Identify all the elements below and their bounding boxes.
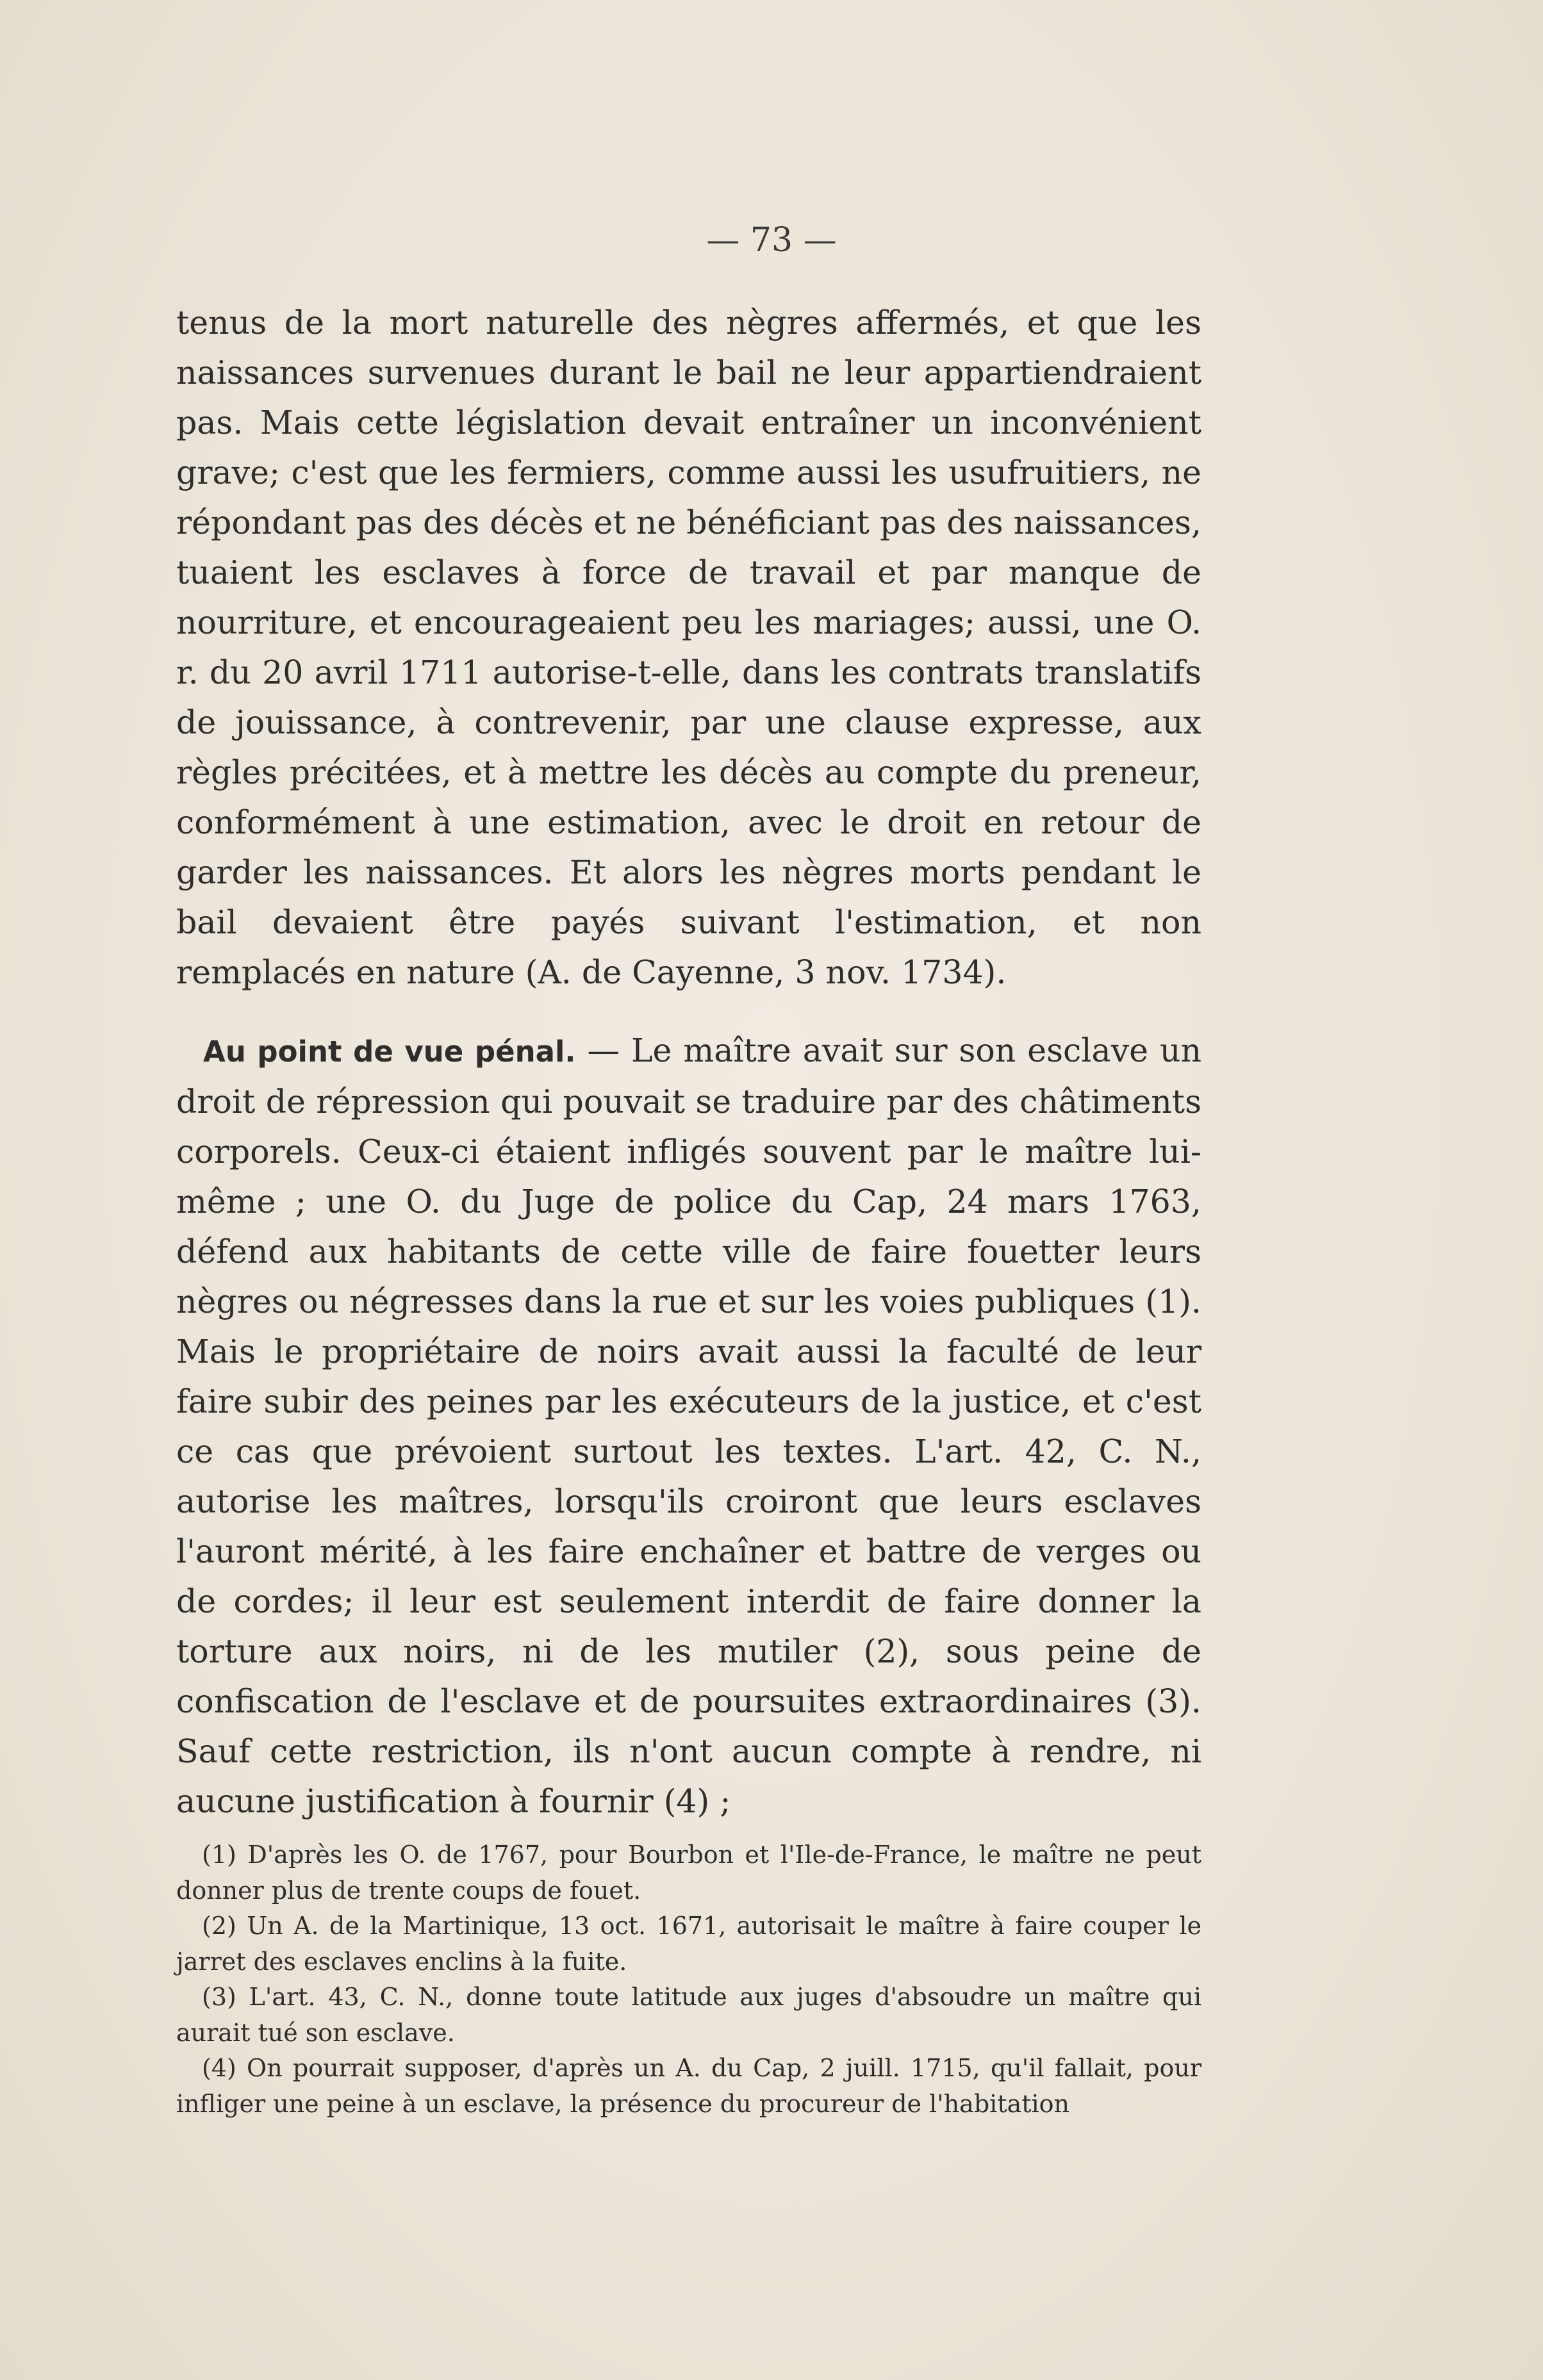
- section-lead: Au point de vue pénal.: [203, 1035, 576, 1069]
- footnote: (3) L'art. 43, C. N., donne toute latitude aux juges d'absoudre un maître qui aurait tué son esclave.: [176, 1983, 1201, 2047]
- footnote: (2) Un A. de la Martinique, 13 oct. 1671, autorisait le maître à faire couper le jarret des esclaves enclins à la fuite.: [176, 1912, 1201, 1976]
- footnote: (1) D'après les O. de 1767, pour Bourbon et l'Ile-de-France, le maître ne peut donner plus de trente coups de fouet.: [176, 1841, 1201, 1905]
- paragraph-text: — Le maître avait sur son esclave un droit de répression qui pouvait se traduire par des châtiments corporels. Ceux-ci étaient infligés souvent par le maître lui-même ; une O. du Juge de police du Cap, 24 mars 1763, défend aux habitants de cette ville de faire fouetter leurs nègres ou négresses dans la rue et sur les voies publiques (1). Mais le propriétaire de noirs avait aussi la faculté de leur faire subir des peines par les exécuteurs de la justice, et c'est ce cas que prévoient surtout les textes. L'art. 42, C. N., autorise les maîtres, lorsqu'ils croiront que leurs esclaves l'auront mérité, à les faire enchaîner et battre de verges ou de cordes; il leur est seulement interdit de faire donner la torture aux noirs, ni de les mutiler (2), sous peine de confiscation de l'esclave et de poursuites extraordinaires (3). Sauf cette restriction, ils n'ont aucun compte à rendre, ni aucune justification à fournir (4) ;: [176, 1031, 1201, 1820]
- page-number: — 73 —: [706, 221, 837, 259]
- footnotes: [176, 1837, 1201, 2122]
- footnote: (4) On pourrait supposer, d'après un A. du Cap, 2 juill. 1715, qu'il fallait, pour infliger une peine à un esclave, la présence du procureur de l'habitation: [176, 2054, 1201, 2118]
- paragraph: [176, 1026, 1201, 1826]
- paragraph: tenus de la mort naturelle des nègres affermés, et que les naissances survenues durant le bail ne leur appartiendraient pas. Mais cette législation devait entraîner un inconvénient grave; c'est que les fermiers, comme aussi les usufruitiers, ne répondant pas des décès et ne bénéficiant pas des naissances, tuaient les esclaves à force de travail et par manque de nourriture, et encourageaient peu les mariages; aussi, une O. r. du 20 avril 1711 autorise-t-elle, dans les contrats translatifs de jouissance, à contrevenir, par une clause expresse, aux règles précitées, et à mettre les décès au compte du preneur, conformément à une estimation, avec le droit en retour de garder les naissances. Et alors les nègres morts pendant le bail devaient être payés suivant l'estimation, et non remplacés en nature (A. de Cayenne, 3 nov. 1734).: [176, 304, 1201, 991]
- body-text: [176, 298, 1201, 1826]
